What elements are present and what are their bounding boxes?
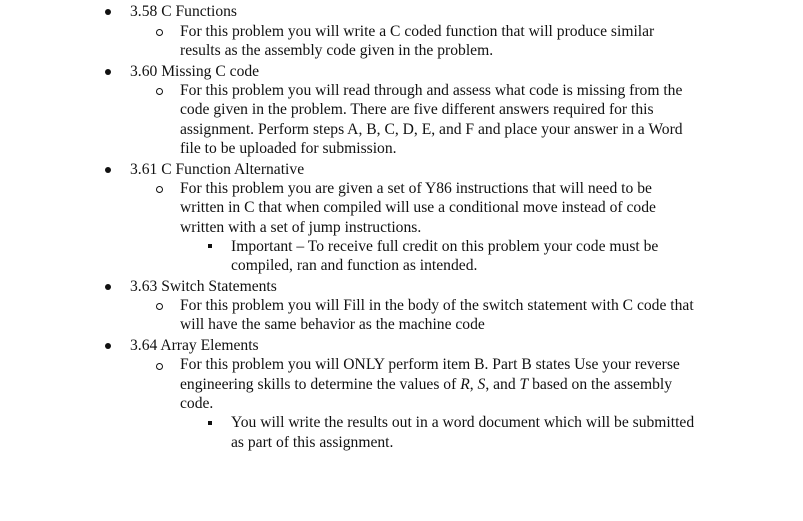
item-description-line: code.	[180, 395, 214, 412]
bullet-icon	[105, 167, 111, 173]
item-description-line: For this problem you will write a C coded function that will produce similar	[180, 23, 655, 40]
sub-bullet-icon	[156, 186, 163, 193]
variable-r: R	[460, 376, 470, 393]
bullet-icon	[105, 9, 111, 15]
item-title: 3.61 C Function Alternative	[130, 161, 305, 178]
item-description-line: For this problem you will Fill in the body of the switch statement with C code that	[180, 297, 694, 314]
item-description-text: engineering skills to determine the values of	[180, 376, 461, 393]
item-note-line: Important – To receive full credit on this problem your code must be	[231, 238, 659, 255]
item-title: 3.60 Missing C code	[130, 63, 260, 80]
bullet-icon	[105, 69, 111, 75]
item-title: 3.58 C Functions	[130, 3, 238, 20]
item-description-line: code given in the problem. There are five different answers required for this	[180, 101, 654, 118]
item-title: 3.63 Switch Statements	[130, 278, 277, 295]
item-description-line: For this problem you are given a set of Y86 instructions that will need to be	[180, 180, 652, 197]
item-description-line: assignment. Perform steps A, B, C, D, E, and F and place your answer in a Word	[180, 121, 683, 138]
sub-sub-bullet-icon	[208, 421, 212, 425]
item-description-line: For this problem you will read through and assess what code is missing from the	[180, 82, 683, 99]
sub-sub-bullet-icon	[208, 244, 212, 248]
item-description-tail: based on the assembly	[528, 376, 672, 393]
separator-text: ,	[469, 376, 478, 393]
item-description-line: results as the assembly code given in the problem.	[180, 42, 494, 59]
sub-bullet-icon	[156, 303, 163, 310]
sub-bullet-icon	[156, 29, 163, 36]
item-description-line: will have the same behavior as the machine code	[180, 316, 485, 333]
item-note-line: as part of this assignment.	[231, 434, 394, 451]
item-description-line: For this problem you will ONLY perform item B. Part B states Use your reverse	[180, 356, 680, 373]
item-note-line: You will write the results out in a word document which will be submitted	[231, 414, 695, 431]
sub-bullet-icon	[156, 88, 163, 95]
item-description-line: file to be uploaded for submission.	[180, 140, 397, 157]
variable-s: S	[477, 376, 486, 393]
sub-bullet-icon	[156, 363, 163, 370]
variable-t: T	[519, 376, 529, 393]
bullet-icon	[105, 284, 111, 290]
item-description-line	[180, 375, 672, 395]
bullet-icon	[105, 343, 111, 349]
item-title: 3.64 Array Elements	[130, 337, 259, 354]
item-description-line: written with a set of jump instructions.	[180, 219, 422, 236]
item-note-line: compiled, ran and function as intended.	[231, 257, 478, 274]
item-description-line: written in C that when compiled will use a conditional move instead of code	[180, 199, 656, 216]
separator-text: , and	[485, 376, 520, 393]
